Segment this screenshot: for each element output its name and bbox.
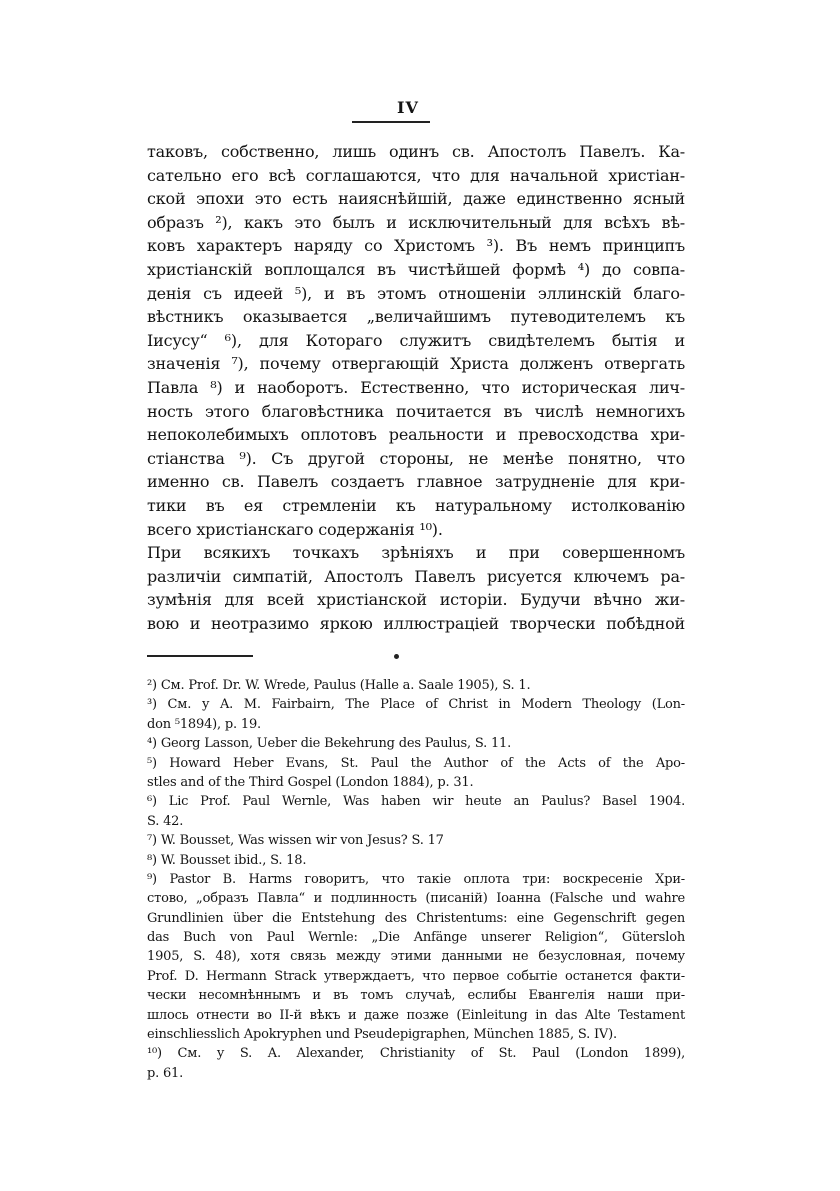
footnote-rule bbox=[147, 655, 253, 657]
footnote-line: чески несомнѣннымъ и въ томъ случаѣ, еслибы Евангелія наши при- bbox=[147, 988, 685, 1004]
footnote-line: don ⁵1894), p. 19. bbox=[147, 716, 261, 732]
page-number: IV bbox=[397, 98, 419, 117]
text-line: вѣстникъ оказывается „величайшимъ путеводителемъ къ bbox=[147, 307, 685, 327]
text-line: различіи симпатій, Апостолъ Павелъ рисуется ключемъ ра- bbox=[147, 566, 685, 586]
text-line: стіанства ⁹). Съ другой стороны, не менѣе понятно, что bbox=[147, 448, 685, 468]
text-line-indented: При всякихъ точкахъ зрѣніяхъ и при совершенномъ bbox=[147, 543, 685, 563]
footnote-line: ³) См. у A. M. Fairbairn, The Place of Christ in Modern Theology (Lon- bbox=[147, 697, 685, 713]
text-line: сательно его всѣ соглашаются, что для начальной христіан- bbox=[147, 165, 685, 185]
footnote-line: das Buch von Paul Wernle: „Die Anfänge unserer Religion“, Gütersloh bbox=[147, 930, 685, 946]
footnote-line: stles and of the Third Gospel (London 1884), p. 31. bbox=[147, 774, 474, 790]
text-line: таковъ, собственно, лишь одинъ св. Апостолъ Павелъ. Ка- bbox=[147, 142, 685, 161]
footnote-line: ⁴) Georg Lasson, Ueber die Bekehrung des Paulus, S. 11. bbox=[147, 736, 512, 752]
header-rule bbox=[352, 121, 430, 123]
footnote-line: ⁹) Pastor B. Harms говоритъ, что такіе оплота три: воскресеніе Хри- bbox=[147, 871, 685, 887]
text-line: ность этого благовѣстника почитается въ числѣ немногихъ bbox=[147, 401, 685, 421]
text-line: Іисусу“ ⁶), для Котораго служитъ свидѣтелемъ бытія и bbox=[147, 330, 685, 350]
print-speck bbox=[394, 654, 399, 659]
text-line: значенія ⁷), почему отвергающій Христа долженъ отвергать bbox=[147, 354, 685, 374]
footnote-line: Grundlinien über die Entstehung des Christentums: eine Gegenschrift gegen bbox=[147, 910, 685, 926]
text-line: христіанскій воплощался въ чистѣйшей формѣ ⁴) до совпа- bbox=[147, 259, 685, 279]
footnote-line: ⁸) W. Bousset ibid., S. 18. bbox=[147, 852, 307, 868]
footnote-line: ¹⁰) См. у S. A. Alexander, Christianity of St. Paul (London 1899), bbox=[147, 1046, 685, 1062]
text-line: денія съ идеей ⁵), и въ этомъ отношеніи эллинскій благо- bbox=[147, 283, 685, 303]
footnote-line: стово, „образъ Павла“ и подлинность (писаній) Іоанна (Falsche und wahre bbox=[147, 891, 685, 907]
footnotes bbox=[147, 676, 685, 1083]
text-line: образъ ²), какъ это былъ и исключительный для всѣхъ вѣ- bbox=[147, 212, 685, 232]
footnote-line: Prof. D. Hermann Strack утверждаетъ, что первое событіе останется факти- bbox=[147, 968, 685, 984]
footnote-line: 1905, S. 48), хотя связь между этими данными не безусловная, почему bbox=[147, 949, 685, 965]
text-line: именно св. Павелъ создаетъ главное затрудненіе для кри- bbox=[147, 472, 685, 492]
footnote-line: p. 61. bbox=[147, 1065, 184, 1081]
text-line: Павла ⁸) и наоборотъ. Естественно, что историческая лич- bbox=[147, 377, 685, 397]
footnote-line: ⁶) Lic Prof. Paul Wernle, Was haben wir heute an Paulus? Basel 1904. bbox=[147, 794, 685, 810]
main-text bbox=[147, 140, 685, 635]
text-line: ковъ характеръ наряду со Христомъ ³). Въ немъ принципъ bbox=[147, 236, 685, 256]
text-line: непоколебимыхъ оплотовъ реальности и превосходства хри- bbox=[147, 425, 685, 445]
text-line: зумѣнія для всей христіанской исторіи. Будучи вѣчно жи- bbox=[147, 590, 685, 610]
text-line: тики въ ея стремленіи къ натуральному истолкованію bbox=[147, 495, 685, 515]
text-line: всего христіанскаго содержанія ¹⁰). bbox=[147, 519, 443, 539]
footnote-line: ⁵) Howard Heber Evans, St. Paul the Author of the Acts of the Apo- bbox=[147, 755, 685, 771]
text-line: вою и неотразимо яркою иллюстраціей творчески побѣдной bbox=[147, 613, 685, 633]
text-line: ской эпохи это есть наияснѣйшій, даже единственно ясный bbox=[147, 189, 685, 209]
footnote-line: ²) См. Prof. Dr. W. Wrede, Paulus (Halle a. Saale 1905), S. 1. bbox=[147, 678, 531, 693]
footnote-line: einschliesslich Apokryphen und Pseudepigraphen, München 1885, S. IV). bbox=[147, 1027, 617, 1043]
footnote-line: шлось отнести во II-й вѣкъ и даже позже (Einleitung in das Alte Testament bbox=[147, 1007, 685, 1023]
footnote-line: ⁷) W. Bousset, Was wissen wir von Jesus? S. 17 bbox=[147, 833, 444, 849]
footnote-line: S. 42. bbox=[147, 813, 184, 829]
